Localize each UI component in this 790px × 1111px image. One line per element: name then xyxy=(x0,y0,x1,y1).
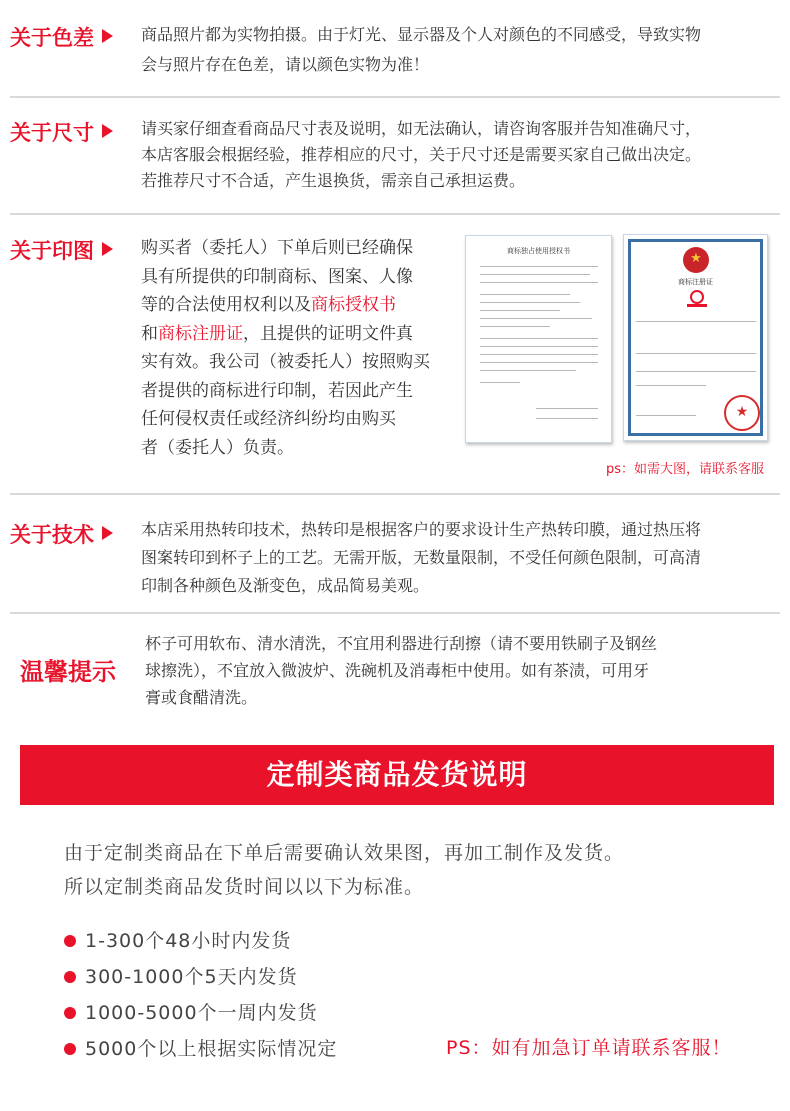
print-section-text: 购买者（委托人）下单后则已经确保 具有所提供的印制商标、图案、人像 等的合法使用权利以及商标授权书 和商标注册证，且提供的证明文件真 实有效。我公司（被委托人）按照购买 者提供的商标进行印制，若因此产生 任何侵权责任或经济纠纷均由购买 者（委托人）负责。 xyxy=(141,238,430,458)
size-section-text: 请买家仔细查看商品尺寸表及说明，如无法确认，请咨询客服并告知准确尺寸， 本店客服会根据经验，推荐相应的尺寸，关于尺寸还是需要买家自己做出决定。 若推荐尺寸不合适，产生退换货，需亲自己承担运费。 xyxy=(141,119,702,190)
official-seal-icon xyxy=(724,395,760,431)
brand-logo-icon xyxy=(681,289,713,309)
shipping-rules-list xyxy=(64,923,337,1067)
list-item: 1-300个48小时内发货 xyxy=(64,923,337,959)
divider xyxy=(10,213,780,215)
bullet-dot-icon xyxy=(64,1007,76,1019)
arrow-right-icon xyxy=(102,29,113,43)
list-item: 1000-5000个一周内发货 xyxy=(64,995,337,1031)
tips-section-text: 杯子可用软布、清水清洗，不宜用利器进行刮擦（请不要用铁刷子及钢丝 球擦洗），不宜放入微波炉、洗碗机及消毒柜中使用。如有茶渍，可用牙 膏或食醋清洗。 xyxy=(145,634,658,707)
registration-certificate-image xyxy=(623,234,768,441)
tips-section-label: 温馨提示 xyxy=(20,658,116,686)
arrow-right-icon xyxy=(102,242,113,256)
certificate-title: 商标注册证 xyxy=(678,278,713,286)
divider xyxy=(10,612,780,614)
list-item: 300-1000个5天内发货 xyxy=(64,959,337,995)
trademark-authorization-link: 商标授权书 xyxy=(311,295,396,315)
shipping-intro: 由于定制类商品在下单后需要确认效果图，再加工制作及发货。 所以定制类商品发货时间以以下为标准。 xyxy=(64,842,625,898)
color-section-label: 关于色差 xyxy=(10,22,113,52)
authorization-certificate-image xyxy=(465,235,612,443)
print-section-label: 关于印图 xyxy=(10,235,113,265)
shipping-banner: 定制类商品发货说明 xyxy=(20,745,774,805)
print-ps-note: ps：如需大图，请联系客服 xyxy=(606,462,765,477)
bullet-dot-icon xyxy=(64,1043,76,1055)
shipping-ps-note: PS：如有加急订单请联系客服！ xyxy=(446,1037,732,1059)
divider xyxy=(10,96,780,98)
color-section-text: 商品照片都为实物拍摄。由于灯光、显示器及个人对颜色的不同感受，导致实物 会与照片存在色差，请以颜色实物为准！ xyxy=(141,25,702,74)
size-section-label: 关于尺寸 xyxy=(10,117,113,147)
tech-section-text: 本店采用热转印技术，热转印是根据客户的要求设计生产热转印膜，通过热压将 图案转印到杯子上的工艺。无需开版，无数量限制，不受任何颜色限制，可高清 印制各种颜色及渐变色，成品简易美观。 xyxy=(141,520,702,595)
arrow-right-icon xyxy=(102,526,113,540)
tech-section-label: 关于技术 xyxy=(10,519,113,549)
bullet-dot-icon xyxy=(64,971,76,983)
bullet-dot-icon xyxy=(64,935,76,947)
certificate-title: 商标独占使用授权书 xyxy=(507,247,570,255)
national-emblem-icon xyxy=(683,247,709,273)
trademark-registration-link: 商标注册证 xyxy=(158,323,243,344)
list-item: 5000个以上根据实际情况定 xyxy=(64,1031,337,1067)
divider xyxy=(10,493,780,495)
arrow-right-icon xyxy=(102,124,113,138)
